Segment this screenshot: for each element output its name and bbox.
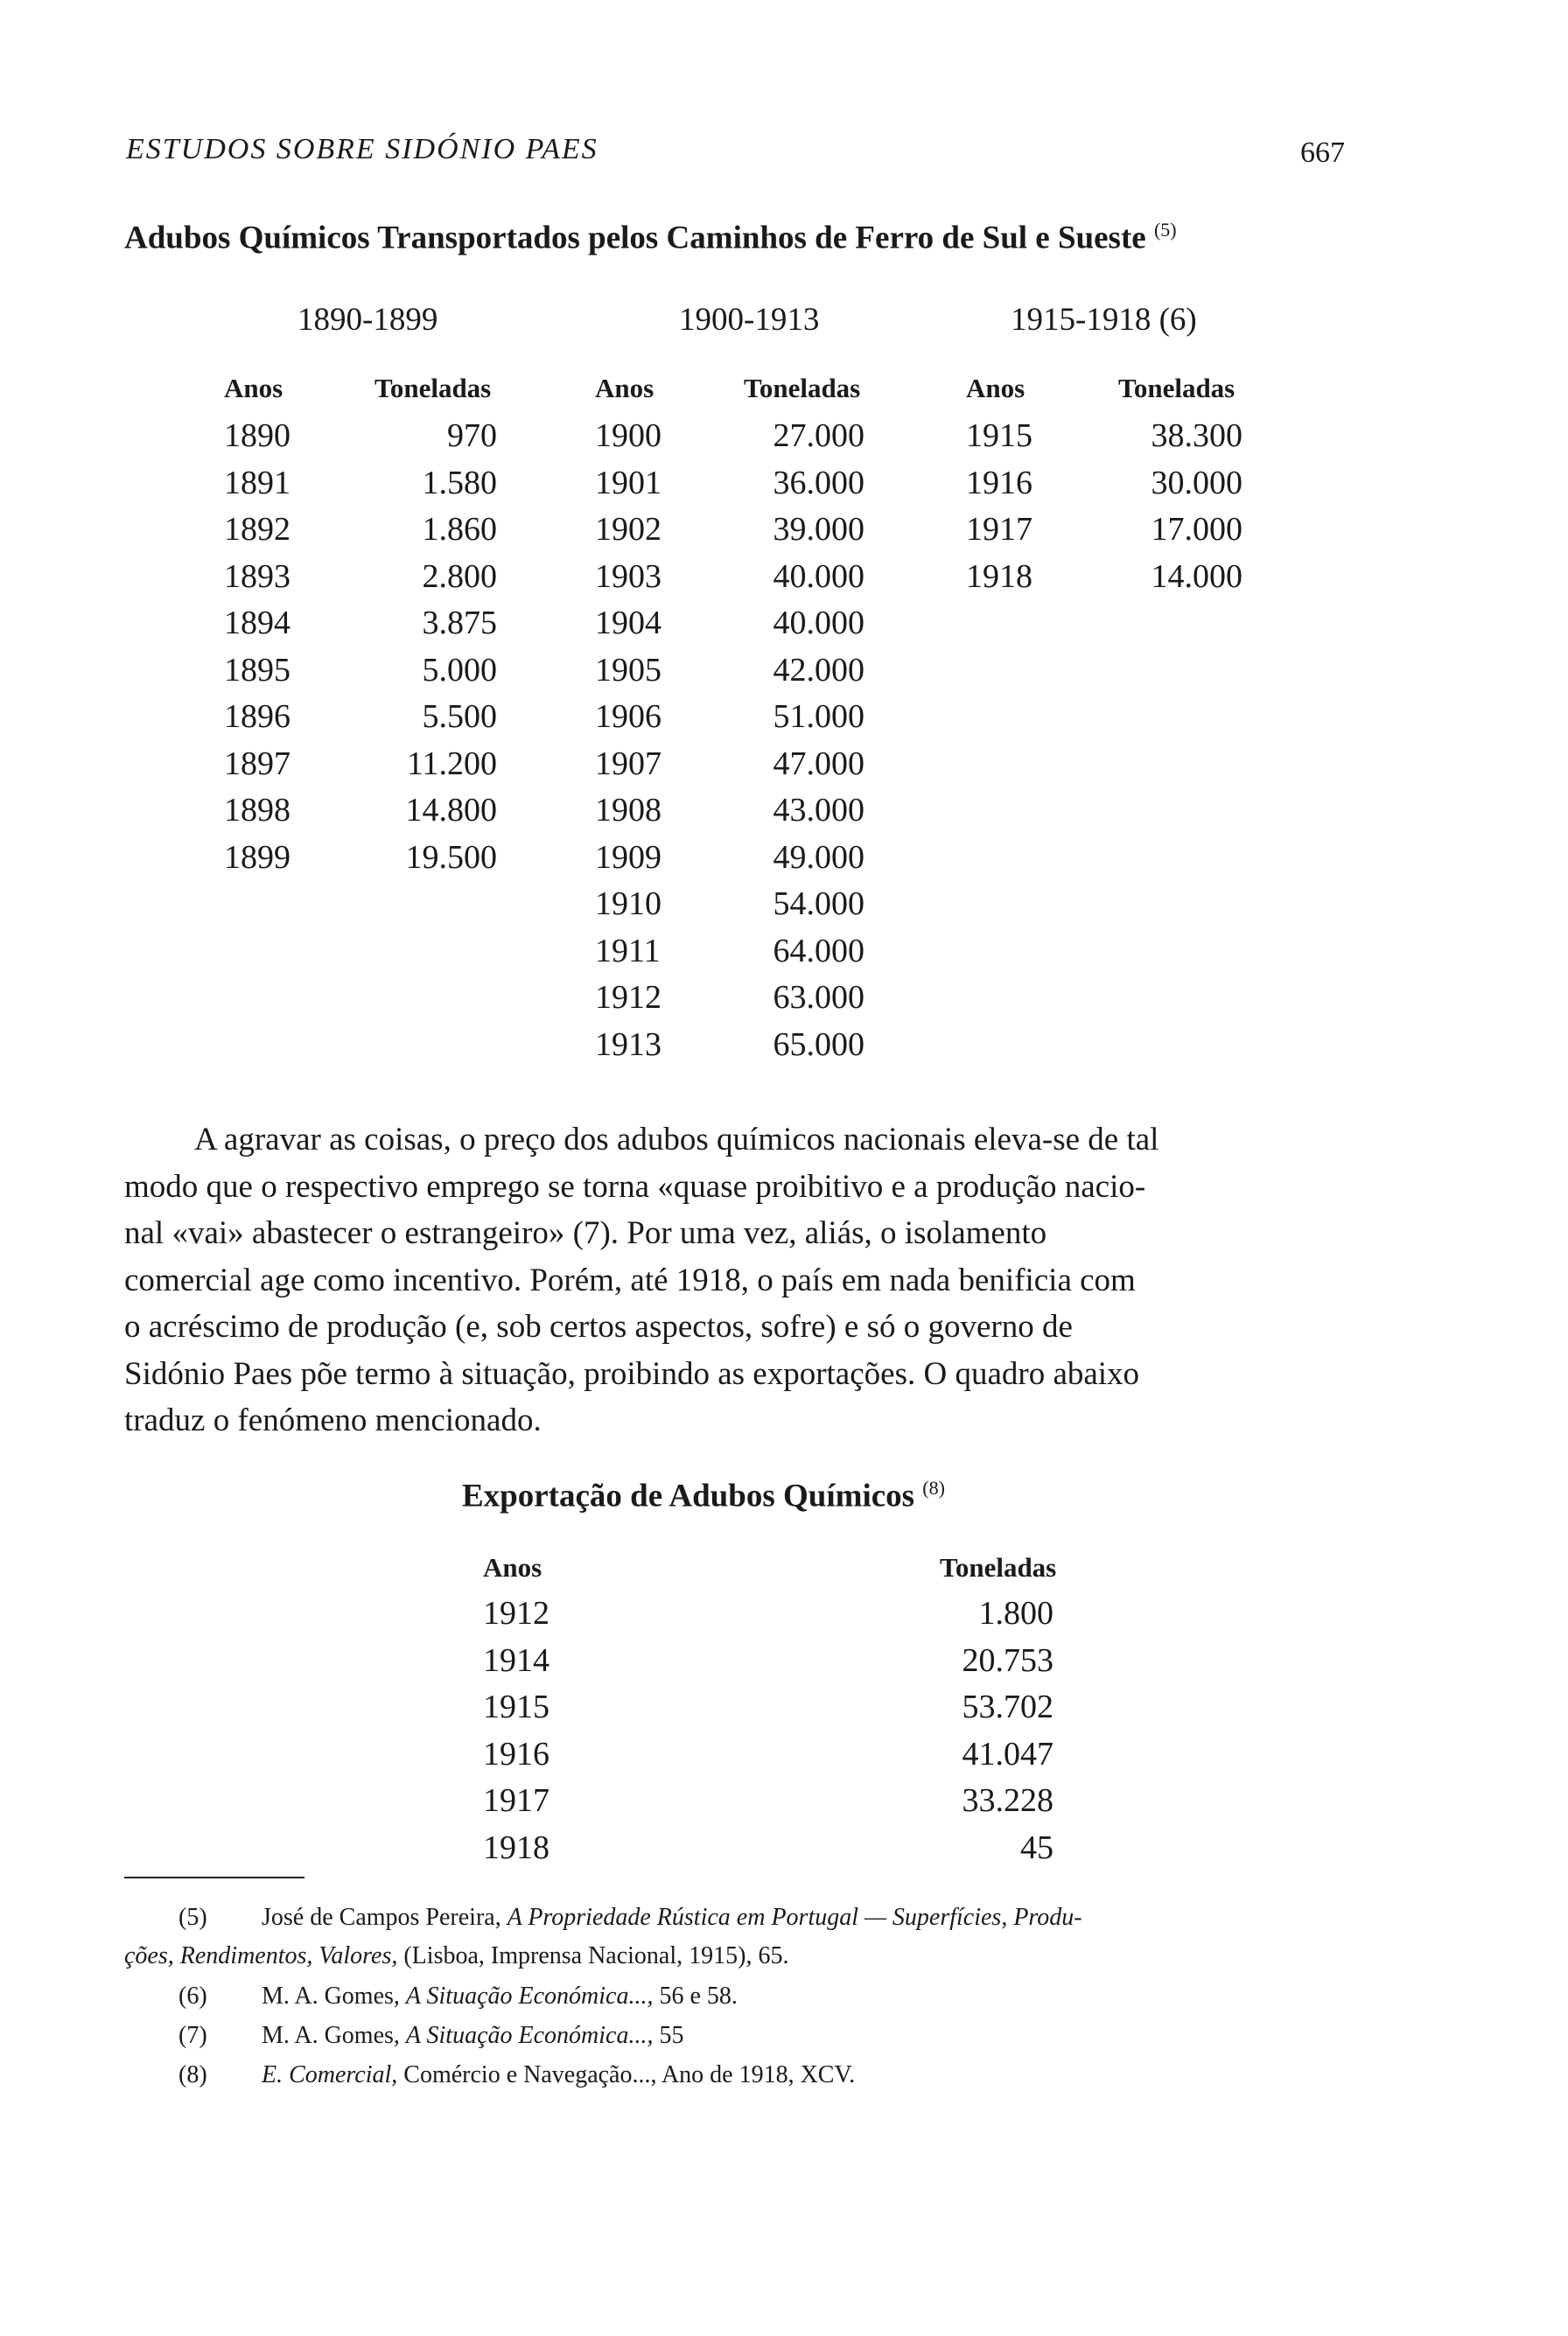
t1-year-cell: 1909 (595, 838, 662, 876)
t1-year-cell: 1906 (595, 698, 662, 735)
t1-tons-cell: 30.000 (1151, 464, 1242, 501)
footnote-7-mark: (7) (178, 2022, 207, 2049)
table2-title-text: Exportação de Adubos Químicos (462, 1478, 915, 1514)
footnote-5-title-cont: ções, Rendimentos, Valores, (124, 1942, 398, 1969)
t2-year-cell: 1917 (483, 1782, 550, 1819)
footnote-6 (124, 1977, 1367, 2016)
t1-tons-cell: 5.500 (422, 698, 497, 735)
t1-tons-cell: 49.000 (773, 838, 864, 876)
table1-title (124, 219, 1177, 256)
t1-year-cell: 1898 (224, 792, 290, 829)
t2-tons-cell: 45 (1020, 1829, 1054, 1866)
t1-year-cell: 1901 (595, 464, 662, 501)
t1-year-cell: 1896 (224, 698, 290, 735)
t1-col-anos-1: Anos (224, 373, 284, 403)
t1-col-anos-3: Anos (966, 373, 1026, 403)
t1-tons-cell: 36.000 (773, 464, 864, 501)
footnote-8-source: E. Comercial, (262, 2061, 398, 2088)
footnote-7-author: M. A. Gomes, (262, 2022, 400, 2049)
paragraph-line: traduz o fenómeno mencionado. (124, 1402, 542, 1438)
t1-year-cell: 1903 (595, 557, 662, 595)
t1-year-cell: 1899 (224, 838, 290, 876)
footnote-7 (124, 2017, 1367, 2055)
t2-year-cell: 1918 (483, 1829, 550, 1866)
period-1915-1918: 1915-1918 (6) (1011, 302, 1197, 338)
t1-year-cell: 1890 (224, 417, 290, 454)
t1-tons-cell: 17.000 (1151, 511, 1242, 548)
t1-tons-cell: 3.875 (422, 605, 497, 641)
t1-year-cell: 1893 (224, 557, 290, 595)
t2-year-cell: 1915 (483, 1689, 550, 1725)
t1-year-cell: 1891 (224, 464, 290, 501)
t1-tons-cell: 43.000 (773, 792, 864, 829)
table1-title-note: (5) (1153, 219, 1177, 241)
t1-year-cell: 1910 (595, 885, 662, 922)
footnote-8 (124, 2056, 1367, 2095)
t1-tons-cell: 47.000 (773, 745, 864, 782)
t1-tons-cell: 19.500 (405, 838, 497, 876)
page-number: 667 (1300, 136, 1345, 169)
t1-tons-cell: 1.580 (422, 464, 497, 501)
running-header: ESTUDOS SOBRE SIDÓNIO PAES (126, 133, 598, 165)
table1-title-text: Adubos Químicos Transportados pelos Caminhos de Ferro de Sul e Sueste (124, 220, 1146, 256)
t1-year-cell: 1915 (966, 417, 1032, 454)
t1-year-cell: 1916 (966, 464, 1032, 501)
t1-year-cell: 1895 (224, 651, 290, 689)
t1-col-toneladas-1: Toneladas (374, 373, 492, 403)
period-1890-1899: 1890-1899 (298, 302, 438, 338)
t1-tons-cell: 40.000 (773, 605, 864, 641)
t1-year-cell: 1912 (595, 979, 662, 1016)
t1-tons-cell: 63.000 (773, 979, 864, 1016)
t1-tons-cell: 2.800 (422, 557, 497, 595)
footnote-rule (124, 1877, 304, 1878)
table2-title (462, 1477, 945, 1514)
footnote-5-author: José de Campos Pereira, (262, 1904, 501, 1931)
t1-year-cell: 1907 (595, 745, 662, 782)
t1-year-cell: 1902 (595, 511, 662, 548)
paragraph-line: comercial age como incentivo. Porém, até 1918, o país em nada benificia com (124, 1262, 1136, 1298)
table2-title-note: (8) (922, 1477, 945, 1499)
t2-year-cell: 1916 (483, 1735, 550, 1773)
footnote-8-mark: (8) (178, 2061, 207, 2088)
footnote-8-detail: Comércio e Navegação..., Ano de 1918, XCV. (403, 2061, 856, 2088)
t1-col-anos-2: Anos (595, 373, 654, 403)
t1-tons-cell: 5.000 (422, 651, 497, 689)
footnote-5-publisher: (Lisboa, Imprensa Nacional, 1915), 65. (403, 1942, 789, 1969)
t1-tons-cell: 39.000 (773, 511, 864, 548)
t1-col-toneladas-2: Toneladas (744, 373, 861, 403)
t1-tons-cell: 1.860 (422, 511, 497, 548)
footnote-5 (124, 1899, 1367, 1976)
t2-tons-cell: 1.800 (978, 1595, 1054, 1632)
footnote-6-title: A Situação Económica..., (405, 1983, 654, 2010)
t1-year-cell: 1905 (595, 651, 662, 689)
footnote-7-pages: 55 (659, 2022, 684, 2049)
t1-tons-cell: 27.000 (773, 417, 864, 454)
t1-year-cell: 1913 (595, 1025, 662, 1063)
t1-tons-cell: 51.000 (773, 698, 864, 735)
t1-year-cell: 1917 (966, 511, 1032, 548)
paragraph-line: nal «vai» abastecer o estrangeiro» (7). Por uma vez, aliás, o isolamento (124, 1215, 1047, 1251)
paragraph-line: modo que o respectivo emprego se torna «quase proibitivo e a produção nacio- (124, 1168, 1146, 1205)
t1-tons-cell: 38.300 (1151, 417, 1242, 454)
t1-tons-cell: 65.000 (773, 1025, 864, 1063)
t2-col-toneladas: Toneladas (940, 1552, 1057, 1583)
t1-tons-cell: 14.800 (405, 792, 497, 829)
t1-year-cell: 1897 (224, 745, 290, 782)
t1-year-cell: 1908 (595, 792, 662, 829)
t1-tons-cell: 64.000 (773, 932, 864, 969)
t1-year-cell: 1904 (595, 605, 662, 641)
t1-tons-cell: 970 (447, 417, 497, 454)
t2-tons-cell: 53.702 (962, 1689, 1054, 1725)
body-paragraph (124, 1116, 1367, 1444)
t1-year-cell: 1894 (224, 605, 290, 641)
t2-col-anos: Anos (483, 1552, 542, 1583)
paragraph-line: Sidónio Paes põe termo à situação, proibindo as exportações. O quadro abaixo (124, 1355, 1140, 1392)
t2-year-cell: 1914 (483, 1641, 550, 1679)
t1-year-cell: 1911 (595, 932, 661, 969)
t1-year-cell: 1892 (224, 511, 290, 548)
t1-col-toneladas-3: Toneladas (1118, 373, 1236, 403)
footnote-7-title: A Situação Económica..., (405, 2022, 654, 2049)
t1-year-cell: 1900 (595, 417, 662, 454)
paragraph-line: A agravar as coisas, o preço dos adubos químicos nacionais eleva-se de tal (194, 1122, 1159, 1158)
footnote-5-title: A Propriedade Rústica em Portugal — Superfícies, Produ- (507, 1904, 1082, 1931)
period-1900-1913: 1900-1913 (679, 302, 820, 338)
t2-year-cell: 1912 (483, 1595, 550, 1632)
paragraph-line: o acréscimo de produção (e, sob certos aspectos, sofre) e só o governo de (124, 1309, 1073, 1345)
t1-tons-cell: 11.200 (406, 745, 497, 782)
t1-tons-cell: 42.000 (773, 651, 864, 689)
footnote-5-mark: (5) (178, 1904, 207, 1931)
t1-year-cell: 1918 (966, 557, 1032, 595)
t1-tons-cell: 40.000 (773, 557, 864, 595)
t2-tons-cell: 20.753 (962, 1641, 1054, 1679)
footnote-6-author: M. A. Gomes, (262, 1983, 400, 2010)
t1-tons-cell: 54.000 (773, 885, 864, 922)
t2-tons-cell: 33.228 (962, 1782, 1054, 1819)
footnote-6-mark: (6) (178, 1983, 207, 2010)
footnote-6-pages: 56 e 58. (659, 1983, 738, 2010)
t2-tons-cell: 41.047 (962, 1735, 1054, 1773)
t1-tons-cell: 14.000 (1151, 557, 1242, 595)
